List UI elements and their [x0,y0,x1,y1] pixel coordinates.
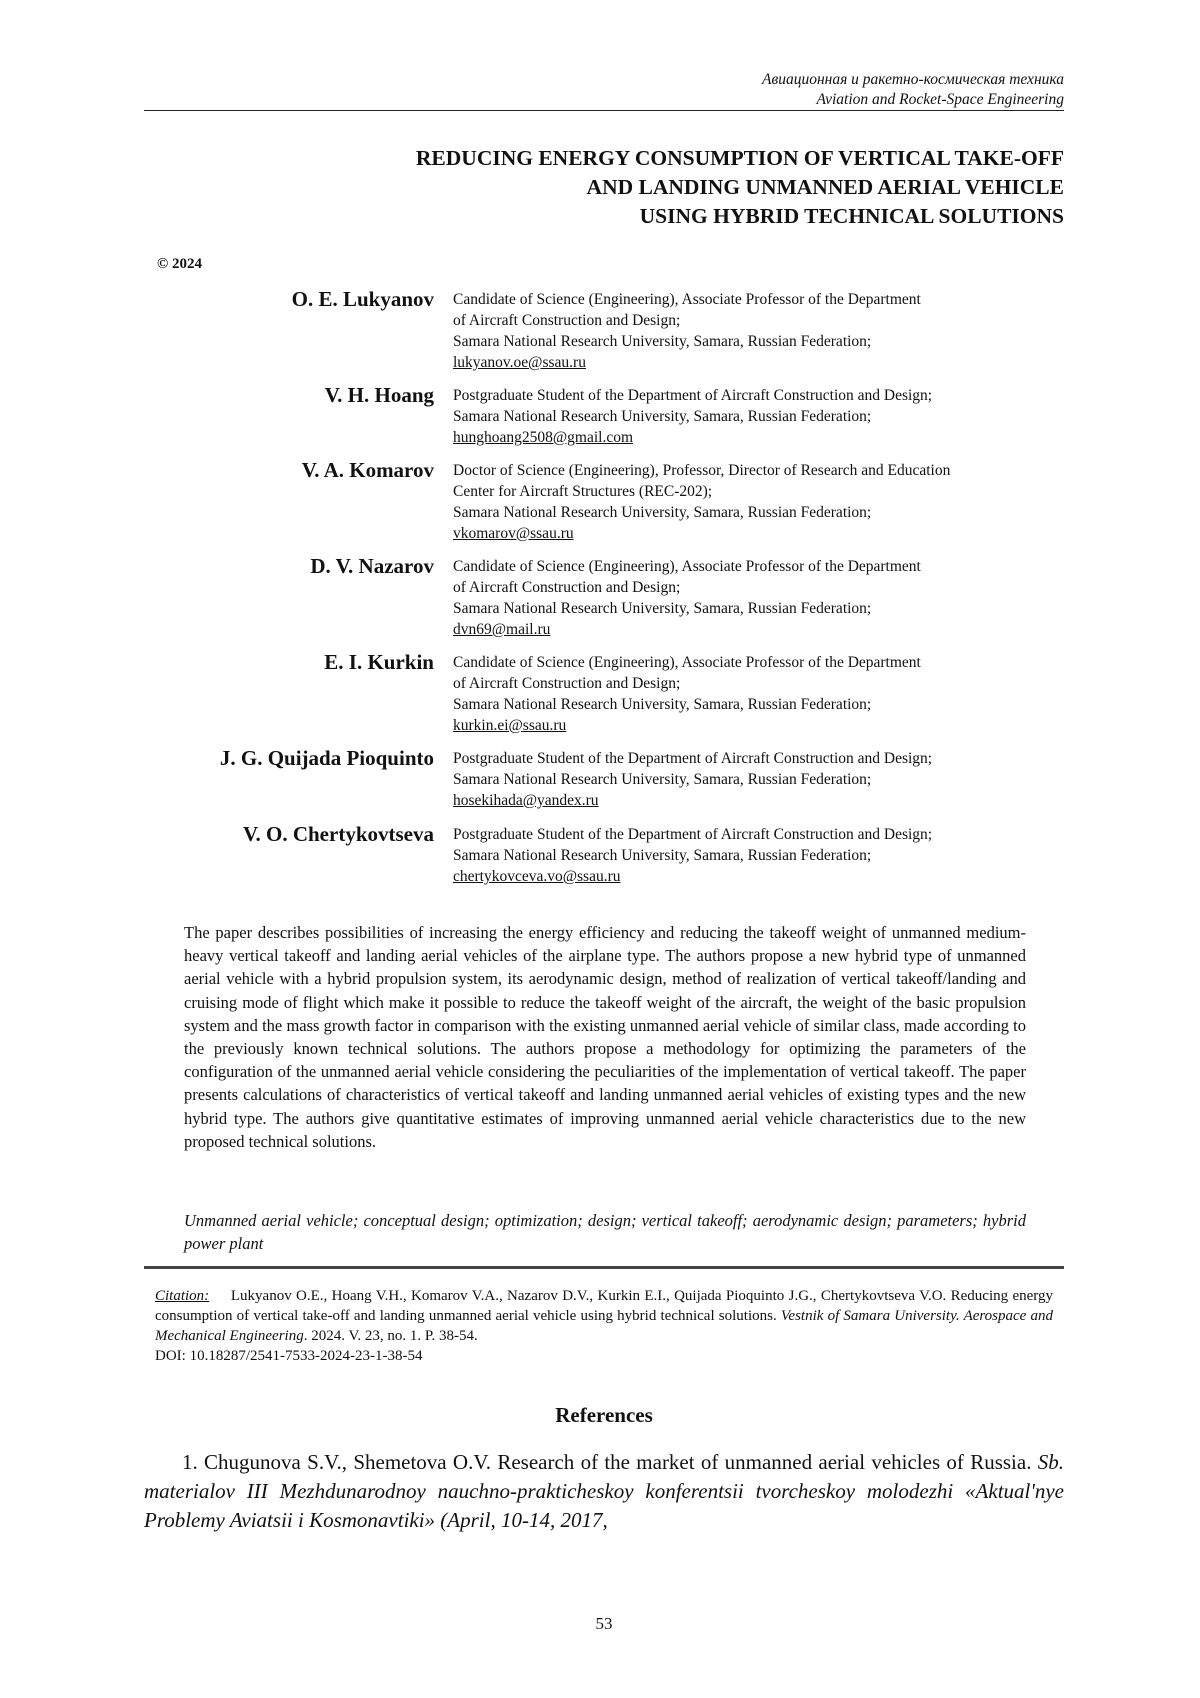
affiliation-line: Postgraduate Student of the Department of Aircraft Construction and Design; [453,385,1073,406]
header-divider [144,110,1064,111]
citation-journal: Vestnik of Samara University. Aerospace and Mechanical Engineering [155,1308,1053,1344]
author-affiliation [453,556,1073,640]
title-line: REDUCING ENERGY CONSUMPTION OF VERTICAL TAKE-OFF [144,144,1064,173]
citation-details: . 2024. V. 23, no. 1. P. 38-54. [304,1328,478,1344]
paper-title [144,144,1064,231]
affiliation-line: Samara National Research University, Samara, Russian Federation; [453,502,1073,523]
author-email-link[interactable]: hunghoang2508@gmail.com [453,427,1073,448]
affiliation-line: of Aircraft Construction and Design; [453,310,1073,331]
author-email-link[interactable]: lukyanov.oe@ssau.ru [453,352,1073,373]
reference-item [144,1448,1064,1535]
author-name: V. H. Hoang [144,383,434,407]
section-divider [144,1266,1064,1269]
author-email-link[interactable]: kurkin.ei@ssau.ru [453,715,1073,736]
affiliation-line: Candidate of Science (Engineering), Associate Professor of the Department [453,289,1073,310]
author-email-link[interactable]: dvn69@mail.ru [453,619,1073,640]
reference-plain-text: 1. Chugunova S.V., Shemetova O.V. Research of the market of unmanned aerial vehicles of Russia. [182,1450,1031,1474]
author-name: V. O. Chertykovtseva [144,822,434,846]
copyright: © 2024 [157,256,202,273]
affiliation-line: Postgraduate Student of the Department of Aircraft Construction and Design; [453,824,1073,845]
journal-name-ru: Авиационная и ракетно-космическая техника [144,70,1064,90]
author-affiliation [453,385,1073,448]
affiliation-line: Samara National Research University, Samara, Russian Federation; [453,598,1073,619]
citation-text: Lukyanov O.E., Hoang V.H., Komarov V.A., Nazarov D.V., Kurkin E.I., Quijada Pioquinto J.G., Chertykovtseva V.O. Reducing energy consumption of vertical take-off and landing unmanned aerial vehicle using hybrid technical solutions. [155,1288,1053,1324]
page-number: 53 [144,1614,1064,1634]
author-name: J. G. Quijada Pioquinto [144,746,434,770]
running-head [144,70,1064,110]
citation-label: Citation: [155,1288,209,1304]
affiliation-line: Samara National Research University, Samara, Russian Federation; [453,769,1073,790]
keywords: Unmanned aerial vehicle; conceptual design; optimization; design; vertical takeoff; aerodynamic design; parameters; hybrid power plant [184,1209,1026,1255]
affiliation-line: Samara National Research University, Samara, Russian Federation; [453,406,1073,427]
author-affiliation [453,748,1073,811]
author-email-link[interactable]: vkomarov@ssau.ru [453,523,1073,544]
author-email-link[interactable]: hosekihada@yandex.ru [453,790,1073,811]
author-name: E. I. Kurkin [144,650,434,674]
author-email-link[interactable]: chertykovceva.vo@ssau.ru [453,866,1073,887]
affiliation-line: Candidate of Science (Engineering), Associate Professor of the Department [453,652,1073,673]
affiliation-line: Doctor of Science (Engineering), Professor, Director of Research and Education [453,460,1073,481]
reference-italic-text: Sb. materialov III Mezhdunarodnoy nauchno-prakticheskoy konferentsii tvorcheskoy molodezhi «Aktual'nye Problemy Aviatsii i Kosmonavtiki» (April, 10-14, 2017, [144,1450,1064,1532]
author-name: D. V. Nazarov [144,554,434,578]
citation [155,1286,1053,1366]
author-name: O. E. Lukyanov [144,287,434,311]
author-affiliation [453,289,1073,373]
references-heading: References [144,1403,1064,1428]
affiliation-line: of Aircraft Construction and Design; [453,673,1073,694]
affiliation-line: Center for Aircraft Structures (REC-202); [453,481,1073,502]
title-line: AND LANDING UNMANNED AERIAL VEHICLE [144,173,1064,202]
title-line: USING HYBRID TECHNICAL SOLUTIONS [144,202,1064,231]
citation-doi: DOI: 10.18287/2541-7533-2024-23-1-38-54 [155,1348,422,1364]
abstract: The paper describes possibilities of increasing the energy efficiency and reducing the takeoff weight of unmanned medium-heavy vertical takeoff and landing aerial vehicles of the airplane type. The authors propose a new hybrid type of unmanned aerial vehicle with a hybrid propulsion system, its aerodynamic design, method of realization of vertical takeoff/landing and cruising mode of flight which make it possible to reduce the takeoff weight of the aircraft, the weight of the basic propulsion system and the mass growth factor in comparison with the existing unmanned aerial vehicle of similar class, made according to the previously known technical solutions. The authors propose a methodology for optimizing the parameters of the configuration of the unmanned aerial vehicle considering the peculiarities of the implementation of vertical takeoff. The paper presents calculations of characteristics of vertical takeoff and landing unmanned aerial vehicles of existing types and the new hybrid type. The authors give quantitative estimates of improving unmanned aerial vehicle characteristics due to the new proposed technical solutions. [184,921,1026,1153]
affiliation-line: Candidate of Science (Engineering), Associate Professor of the Department [453,556,1073,577]
author-name: V. A. Komarov [144,458,434,482]
affiliation-line: Samara National Research University, Samara, Russian Federation; [453,694,1073,715]
page [0,0,1200,1698]
author-affiliation [453,652,1073,736]
affiliation-line: of Aircraft Construction and Design; [453,577,1073,598]
affiliation-line: Postgraduate Student of the Department of Aircraft Construction and Design; [453,748,1073,769]
affiliation-line: Samara National Research University, Samara, Russian Federation; [453,331,1073,352]
author-affiliation [453,460,1073,544]
author-affiliation [453,824,1073,887]
affiliation-line: Samara National Research University, Samara, Russian Federation; [453,845,1073,866]
journal-name-en: Aviation and Rocket-Space Engineering [144,90,1064,110]
